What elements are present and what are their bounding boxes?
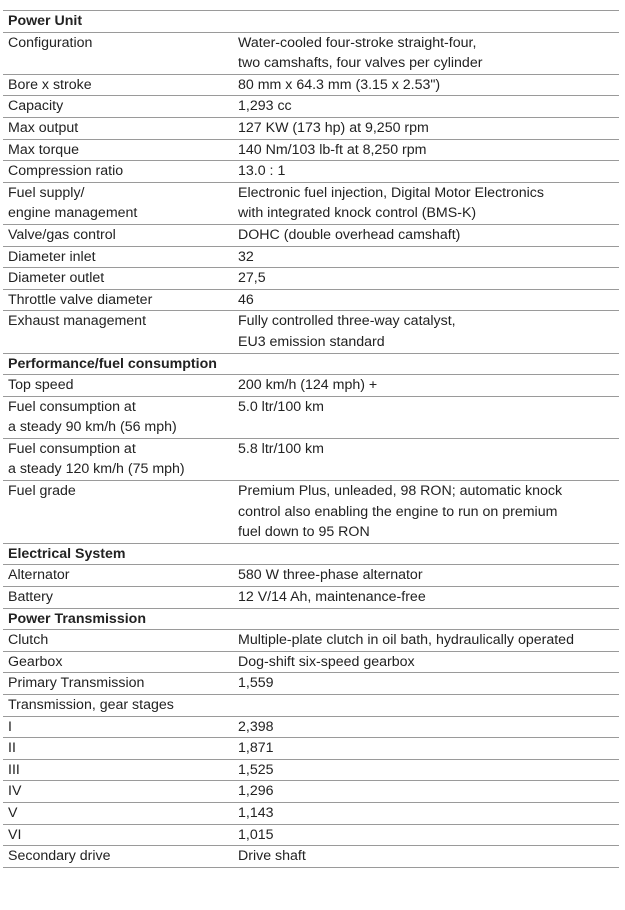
row-value bbox=[233, 846, 619, 867]
row-value bbox=[233, 33, 619, 74]
text-line: 1,559 bbox=[238, 675, 274, 692]
row-label bbox=[3, 846, 233, 867]
row-value bbox=[233, 781, 619, 802]
row-label bbox=[3, 738, 233, 759]
table-row bbox=[3, 759, 619, 781]
row-value bbox=[233, 311, 619, 352]
text-line: Diameter inlet bbox=[8, 248, 96, 265]
table-row bbox=[3, 629, 619, 651]
table-row bbox=[3, 586, 619, 608]
text-line: II bbox=[8, 740, 16, 757]
row-value bbox=[233, 397, 619, 438]
text-line: Water-cooled four-stroke straight-four, bbox=[238, 34, 477, 51]
text-line: Exhaust management bbox=[8, 313, 147, 330]
text-line: 1,871 bbox=[238, 740, 274, 757]
table-row bbox=[3, 672, 619, 694]
row-value bbox=[233, 717, 619, 738]
text-line: a steady 90 km/h (56 mph) bbox=[8, 419, 177, 436]
text-line: 127 KW (173 hp) at 9,250 rpm bbox=[238, 119, 429, 136]
text-line: 32 bbox=[238, 248, 254, 265]
row-label bbox=[3, 760, 233, 781]
row-value bbox=[233, 118, 619, 139]
row-value bbox=[233, 803, 619, 824]
row-label bbox=[3, 781, 233, 802]
text-line: Power Unit bbox=[8, 13, 83, 29]
text-line: Fully controlled three-way catalyst, bbox=[238, 313, 456, 330]
table-row bbox=[3, 32, 619, 74]
text-line: 80 mm x 64.3 mm (3.15 x 2.53") bbox=[238, 76, 441, 93]
text-line: Drive shaft bbox=[238, 848, 306, 865]
table-row bbox=[3, 824, 619, 846]
text-line: IV bbox=[8, 783, 22, 800]
text-line: EU3 emission standard bbox=[238, 333, 385, 350]
text-line: Fuel supply/ bbox=[8, 184, 85, 201]
text-line: V bbox=[8, 804, 18, 821]
text-line: fuel down to 95 RON bbox=[238, 524, 370, 541]
text-line: 1,296 bbox=[238, 783, 274, 800]
text-line: with integrated knock control (BMS-K) bbox=[238, 205, 477, 222]
row-value bbox=[233, 161, 619, 182]
text-line: 200 km/h (124 mph) + bbox=[238, 377, 378, 394]
table-row bbox=[3, 95, 619, 117]
text-line: 13.0 : 1 bbox=[238, 163, 286, 180]
text-line: fuel consumption bbox=[98, 355, 217, 372]
row-label bbox=[3, 33, 233, 74]
table-row bbox=[3, 310, 619, 352]
row-label bbox=[3, 565, 233, 586]
text-line: Fuel consumption at bbox=[8, 398, 136, 415]
text-line: Top speed bbox=[8, 377, 74, 394]
row-value bbox=[233, 738, 619, 759]
row-label bbox=[3, 75, 233, 96]
text-line: Gearbox bbox=[8, 653, 63, 670]
row-label bbox=[3, 161, 233, 182]
section-header bbox=[3, 608, 619, 630]
table-row bbox=[3, 716, 619, 738]
row-label bbox=[3, 439, 233, 480]
text-line: Max torque bbox=[8, 141, 79, 158]
text-line: Fuel consumption at bbox=[8, 440, 136, 457]
text-line: 1,293 cc bbox=[238, 98, 292, 115]
table-row bbox=[3, 160, 619, 182]
row-value bbox=[233, 587, 619, 608]
row-label bbox=[3, 247, 233, 268]
row-value bbox=[233, 825, 619, 846]
table-row bbox=[3, 117, 619, 139]
text-line: Diameter outlet bbox=[8, 270, 105, 287]
text-line: Fuel grade bbox=[8, 483, 76, 500]
text-line: a steady 120 km/h (75 mph) bbox=[8, 461, 185, 478]
table-row bbox=[3, 737, 619, 759]
row-label bbox=[3, 803, 233, 824]
row-label bbox=[3, 695, 233, 716]
row-label bbox=[3, 183, 233, 224]
row-label bbox=[3, 96, 233, 117]
row-label bbox=[3, 587, 233, 608]
table-row bbox=[3, 396, 619, 438]
text-line: Bore x stroke bbox=[8, 76, 92, 93]
row-label bbox=[3, 311, 233, 352]
text-line: 12 V/14 Ah, maintenance-free bbox=[238, 589, 426, 606]
table-row bbox=[3, 374, 619, 396]
row-label bbox=[3, 375, 233, 396]
section-header bbox=[3, 353, 619, 375]
row-label bbox=[3, 630, 233, 651]
row-value bbox=[233, 96, 619, 117]
table-row bbox=[3, 780, 619, 802]
row-value bbox=[233, 652, 619, 673]
table-row bbox=[3, 845, 619, 868]
text-line: I bbox=[8, 718, 12, 735]
row-value bbox=[233, 760, 619, 781]
text-line: Secondary drive bbox=[8, 848, 111, 865]
text-line: Battery bbox=[8, 589, 53, 606]
row-value bbox=[233, 439, 619, 480]
row-value bbox=[233, 290, 619, 311]
text-line: VI bbox=[8, 826, 22, 843]
row-value bbox=[233, 225, 619, 246]
table-row bbox=[3, 694, 619, 716]
text-line: 1,525 bbox=[238, 761, 274, 778]
text-line: 1,015 bbox=[238, 826, 274, 843]
text-line: 5.0 ltr/100 km bbox=[238, 398, 324, 415]
text-line: 2,398 bbox=[238, 718, 274, 735]
row-label bbox=[3, 825, 233, 846]
row-value bbox=[233, 695, 619, 716]
section-header bbox=[3, 543, 619, 565]
table-row bbox=[3, 246, 619, 268]
row-value bbox=[233, 75, 619, 96]
row-label bbox=[3, 268, 233, 289]
table-row bbox=[3, 564, 619, 586]
table-row bbox=[3, 182, 619, 224]
row-label bbox=[3, 118, 233, 139]
text-line: Throttle valve diameter bbox=[8, 291, 153, 308]
text-line: engine management bbox=[8, 205, 138, 222]
text-line: Capacity bbox=[8, 98, 64, 115]
row-value bbox=[233, 375, 619, 396]
table-row bbox=[3, 74, 619, 96]
table-row bbox=[3, 802, 619, 824]
table-row bbox=[3, 139, 619, 161]
table-row bbox=[3, 480, 619, 543]
text-line: Performance/ bbox=[8, 355, 99, 372]
row-value bbox=[233, 673, 619, 694]
text-line: control also enabling the engine to run on premium bbox=[238, 503, 558, 520]
text-line: Alternator bbox=[8, 567, 70, 584]
row-label bbox=[3, 481, 233, 543]
row-value bbox=[233, 565, 619, 586]
text-line: 27,5 bbox=[238, 270, 266, 287]
row-value bbox=[233, 630, 619, 651]
row-value bbox=[233, 140, 619, 161]
row-label bbox=[3, 717, 233, 738]
text-line: Dog-shift six-speed gearbox bbox=[238, 653, 415, 670]
row-label bbox=[3, 397, 233, 438]
row-label bbox=[3, 673, 233, 694]
row-value bbox=[233, 183, 619, 224]
row-label bbox=[3, 140, 233, 161]
text-line: Premium Plus, unleaded, 98 RON; automatic knock bbox=[238, 483, 563, 500]
text-line: 46 bbox=[238, 291, 254, 308]
row-label bbox=[3, 652, 233, 673]
text-line: Valve/gas control bbox=[8, 226, 116, 243]
table-row bbox=[3, 267, 619, 289]
text-line: Power Transmission bbox=[8, 610, 146, 627]
text-line: III bbox=[8, 761, 20, 778]
text-line: Multiple-plate clutch in oil bath, hydraulically operated bbox=[238, 632, 574, 649]
text-line: Electrical System bbox=[8, 545, 126, 562]
row-label bbox=[3, 290, 233, 311]
row-value bbox=[233, 247, 619, 268]
text-line: Configuration bbox=[8, 34, 93, 51]
text-line: Clutch bbox=[8, 632, 49, 649]
row-value bbox=[233, 481, 619, 543]
text-line: DOHC (double overhead camshaft) bbox=[238, 226, 461, 243]
table-row bbox=[3, 224, 619, 246]
text-line: two camshafts, four valves per cylinder bbox=[238, 55, 483, 72]
text-line: 5.8 ltr/100 km bbox=[238, 440, 324, 457]
table-row bbox=[3, 438, 619, 480]
text-line: Primary Transmission bbox=[8, 675, 145, 692]
row-label bbox=[3, 225, 233, 246]
text-line: Transmission, gear stages bbox=[8, 697, 174, 713]
text-line: 580 W three-phase alternator bbox=[238, 567, 423, 584]
spec-table bbox=[3, 10, 619, 868]
table-row bbox=[3, 289, 619, 311]
section-header bbox=[3, 10, 619, 32]
table-row bbox=[3, 651, 619, 673]
text-line: 140 Nm/103 lb-ft at 8,250 rpm bbox=[238, 141, 427, 158]
text-line: Compression ratio bbox=[8, 163, 124, 180]
text-line: Max output bbox=[8, 119, 79, 136]
text-line: Electronic fuel injection, Digital Motor Electronics bbox=[238, 184, 544, 201]
text-line: 1,143 bbox=[238, 804, 274, 821]
row-value bbox=[233, 268, 619, 289]
